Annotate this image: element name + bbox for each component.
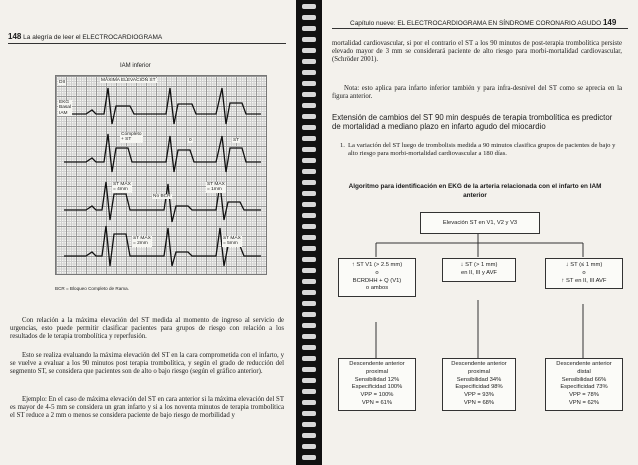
spiral-ring xyxy=(302,202,316,207)
ecg-label-st-max-1mm: ST MAX = 1mm xyxy=(207,182,225,193)
left-running-head-text: La alegría de leer el ELECTROCARDIOGRAMA xyxy=(23,34,163,41)
spiral-ring xyxy=(302,4,316,9)
algorithm-root-text: Elevación ST en V1, V2 y V3 xyxy=(442,220,518,226)
spiral-ring xyxy=(302,290,316,295)
spiral-ring xyxy=(302,136,316,141)
result-2-sensitivity: Sensibilidad 34% xyxy=(456,376,502,383)
spiral-ring xyxy=(302,15,316,20)
spiral-ring xyxy=(302,345,316,350)
figure-title: IAM inferior xyxy=(120,63,151,69)
left-page-number: 148 xyxy=(8,32,22,41)
criteria-3-line-3: ↑ ST en II, III AVF xyxy=(561,277,607,284)
spiral-ring xyxy=(302,81,316,86)
spiral-ring xyxy=(302,389,316,394)
spiral-ring xyxy=(302,235,316,240)
result-3-vpp: VPP = 78% xyxy=(569,392,599,399)
result-3-sensitivity: Sensibilidad 66% xyxy=(561,376,607,383)
spiral-ring xyxy=(302,191,316,196)
spiral-ring xyxy=(302,169,316,174)
spiral-ring xyxy=(302,257,316,262)
criteria-2-line-2: en II, III y AVF xyxy=(461,269,497,276)
section-title: Extensión de cambios del ST 90 min después de terapia trombolítica es predictor de mortalidad a mediano plazo en infarto agudo del miocardio xyxy=(332,113,613,132)
spiral-ring xyxy=(302,301,316,306)
result-3-vpn: VPN = 62% xyxy=(568,399,600,406)
left-paragraph-3: Ejemplo: En el caso de máxima elevación del ST en cara anterior si la máxima elevación del ST es mayor de 4-5 mm se considera un gran infarto y si a los noventa minutos de terapia trombolítica el ST reduce a 2 mm o menos se considera paciente de bajo riesgo de morbilidad y xyxy=(10,396,284,420)
spiral-ring xyxy=(302,92,316,97)
result-2-vpn: VPN = 68% xyxy=(463,399,495,406)
result-2-vpp: VPP = 93% xyxy=(464,392,494,399)
spiral-ring xyxy=(302,125,316,130)
spiral-ring xyxy=(302,444,316,449)
spiral-binding xyxy=(296,0,322,465)
criteria-2-line-1: ↓ ST (> 1 mm) xyxy=(460,262,498,268)
left-paragraph-2: Esto se realiza evaluando la máxima elevación del ST en la cara comprometida con el infarto, y se vuelve a evaluar a los 90 minutos post terapia trombolítica, y según el grado de reducción del segmento ST, se considera que pacientes son de alto o bajo riesgo (según el gráfico anterior). xyxy=(10,352,284,376)
spiral-ring xyxy=(302,411,316,416)
ecg-label-zero: 0 xyxy=(189,138,192,143)
spiral-ring xyxy=(302,103,316,108)
ecg-label-st-max-2mm: ST MAX = 2mm xyxy=(133,236,151,247)
result-1-line-1: Descendente anterior xyxy=(349,361,405,367)
spiral-ring xyxy=(302,356,316,361)
criteria-box-3 xyxy=(545,258,623,289)
left-header-rule xyxy=(8,43,286,44)
result-2-specificity: Especificidad 98% xyxy=(455,384,503,391)
ecg-label-complete: Completo + ST xyxy=(121,132,142,143)
spiral-ring xyxy=(302,48,316,53)
figure-caption: BCR = Bloqueo Completo de Rama. xyxy=(55,286,129,291)
spiral-ring xyxy=(302,26,316,31)
ecg-label-st-max-4mm: ST MAX = 4mm xyxy=(113,182,131,193)
ecg-figure xyxy=(55,75,267,275)
ecg-label-st: ST xyxy=(233,138,240,143)
ecg-label-max-elevation: MÁXIMA ELEVACIÓN ST xyxy=(101,78,156,83)
spiral-ring xyxy=(302,158,316,163)
result-1-sensitivity: Sensibilidad 12% xyxy=(354,376,400,383)
spiral-ring xyxy=(302,312,316,317)
spiral-ring xyxy=(302,213,316,218)
result-box-1 xyxy=(338,358,416,411)
result-3-line-2: distal xyxy=(577,368,591,375)
spiral-ring xyxy=(302,224,316,229)
spiral-ring xyxy=(302,367,316,372)
list-item-number: 1. xyxy=(340,142,345,149)
ecg-trace-baseline xyxy=(64,88,261,124)
right-page xyxy=(322,0,638,465)
spiral-ring xyxy=(302,323,316,328)
result-1-vpn: VPN = 61% xyxy=(361,399,393,406)
right-paragraph-2-note: Nota: esto aplica para infarto inferior también y para infra-desnivel del ST como se aprecia en la figura anterior. xyxy=(332,85,622,101)
ecg-trace-st-max-4mm xyxy=(64,182,261,222)
left-page xyxy=(0,0,296,465)
criteria-3-line-2: o xyxy=(582,269,586,276)
spiral-ring xyxy=(302,114,316,119)
ecg-label-basal: EKG Basal IAM xyxy=(59,100,71,116)
right-page-number: 149 xyxy=(602,18,617,27)
spiral-ring xyxy=(302,279,316,284)
criteria-3-line-1: ↓ ST (≤ 1 mm) xyxy=(565,262,603,268)
algorithm-root-box xyxy=(420,212,540,234)
spiral-ring xyxy=(302,70,316,75)
spiral-ring xyxy=(302,246,316,251)
right-running-head-text: Capítulo nueve: EL ELECTROCARDIOGRAMA EN SÍNDROME CORONARIO AGUDO xyxy=(350,20,602,27)
result-2-line-2: proximal xyxy=(468,368,490,375)
spiral-ring xyxy=(302,334,316,339)
spiral-ring xyxy=(302,400,316,405)
criteria-1-line-3: BCRDHH + Q (V1) xyxy=(352,277,402,284)
criteria-1-line-4: o ambos xyxy=(365,285,389,292)
left-running-head xyxy=(8,32,162,41)
spiral-ring xyxy=(302,37,316,42)
ecg-label-lead: DII xyxy=(59,80,66,85)
result-1-specificity: Especificidad 100% xyxy=(351,384,403,391)
list-item-text: La variación del ST luego de trombolisis medida a 90 minutos clasifica grupos de pacientes de bajo y alto riesgo para morbi-mortalidad cardiovascular a 180 días. xyxy=(348,142,616,157)
spiral-ring xyxy=(302,455,316,460)
right-paragraph-1: mortalidad cardiovascular, si por el contrario el ST a los 90 minutos de post-terapia trombolítica persiste elevado mayor de 3 mm se considerará paciente de alto riesgo para morbi-mortalidad cardiovascular, (Schröder 2001). xyxy=(332,40,622,64)
spiral-ring xyxy=(302,268,316,273)
result-1-vpp: VPP = 100% xyxy=(360,392,394,399)
spiral-ring xyxy=(302,147,316,152)
result-box-3 xyxy=(545,358,623,411)
result-1-line-2: proximal xyxy=(366,368,388,375)
spiral-ring xyxy=(302,378,316,383)
result-3-line-1: Descendente anterior xyxy=(556,361,612,367)
result-3-specificity: Especificidad 73% xyxy=(560,384,608,391)
spiral-ring xyxy=(302,422,316,427)
left-paragraph-1: Con relación a la máxima elevación del ST medida al momento de ingreso al servicio de urgencias, esto puede permitir clasificar pacientes para grupos de riesgo con relación a los resultados de le terapia trombolítica y reperfusión. xyxy=(10,317,284,341)
spiral-ring xyxy=(302,433,316,438)
spiral-ring xyxy=(302,180,316,185)
criteria-box-2 xyxy=(442,258,516,282)
spiral-ring xyxy=(302,59,316,64)
algorithm-title: Algoritmo para identificación en EKG de la arteria relacionada con el infarto en IAM anterior xyxy=(348,183,602,199)
criteria-1-line-2: o xyxy=(375,269,379,276)
criteria-box-1 xyxy=(338,258,416,297)
criteria-1-line-1: ↑ ST V1 (> 2.5 mm) xyxy=(351,262,403,268)
result-2-line-1: Descendente anterior xyxy=(451,361,507,367)
result-box-2 xyxy=(442,358,516,411)
ecg-label-st-max-5mm: ST MAX = 5mm xyxy=(223,236,241,247)
ecg-label-no-bcr: No BCR xyxy=(153,194,171,199)
